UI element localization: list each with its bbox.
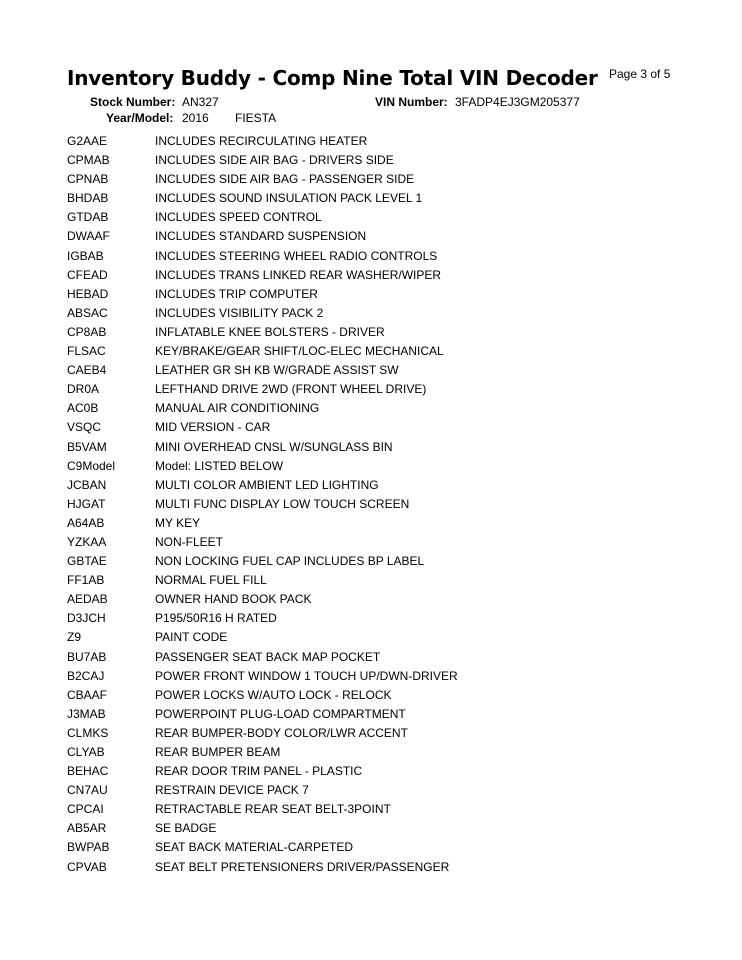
option-description: SEAT BELT PRETENSIONERS DRIVER/PASSENGER xyxy=(155,859,450,874)
option-code: AC0B xyxy=(67,401,99,416)
option-code: CPMAB xyxy=(67,153,110,168)
option-code: J3MAB xyxy=(67,706,106,721)
option-row xyxy=(0,305,742,324)
option-description: INCLUDES SPEED CONTROL xyxy=(155,210,322,225)
option-row xyxy=(0,267,742,286)
option-description: LEFTHAND DRIVE 2WD (FRONT WHEEL DRIVE) xyxy=(155,382,427,397)
option-description: REAR DOOR TRIM PANEL - PLASTIC xyxy=(155,764,363,779)
option-description: NON-FLEET xyxy=(155,534,224,549)
option-row xyxy=(0,171,742,190)
option-code: D3JCH xyxy=(67,611,106,626)
option-description: MINI OVERHEAD CNSL W/SUNGLASS BIN xyxy=(155,439,393,454)
option-code: G2AAE xyxy=(67,134,108,148)
page-number: Page 3 of 5 xyxy=(609,67,671,81)
option-row xyxy=(0,152,742,171)
option-description: NORMAL FUEL FILL xyxy=(155,573,267,588)
option-description: INCLUDES SOUND INSULATION PACK LEVEL 1 xyxy=(155,191,423,206)
option-code: BU7AB xyxy=(67,649,107,664)
option-code: CP8AB xyxy=(67,324,107,339)
option-description: MANUAL AIR CONDITIONING xyxy=(155,401,320,416)
option-row xyxy=(0,687,742,706)
option-description: INCLUDES VISIBILITY PACK 2 xyxy=(155,305,324,320)
vin-number-value: 3FADP4EJ3GM205377 xyxy=(455,95,580,109)
option-code: AEDAB xyxy=(67,592,108,607)
option-code: CBAAF xyxy=(67,687,108,702)
option-description: MY KEY xyxy=(155,515,201,530)
option-row xyxy=(0,343,742,362)
option-description: POWER LOCKS W/AUTO LOCK - RELOCK xyxy=(155,687,392,702)
option-code: HEBAD xyxy=(67,286,109,301)
option-row xyxy=(0,649,742,668)
option-description: INCLUDES RECIRCULATING HEATER xyxy=(155,134,368,148)
option-row xyxy=(0,763,742,782)
option-code: B2CAJ xyxy=(67,668,105,683)
option-code: YZKAA xyxy=(67,534,107,549)
option-row xyxy=(0,324,742,343)
option-description: INCLUDES TRIP COMPUTER xyxy=(155,286,318,301)
option-row xyxy=(0,801,742,820)
option-row xyxy=(0,515,742,534)
option-description: NON LOCKING FUEL CAP INCLUDES BP LABEL xyxy=(155,554,425,569)
stock-number-value: AN327 xyxy=(182,95,219,109)
option-description: MULTI FUNC DISPLAY LOW TOUCH SCREEN xyxy=(155,496,410,511)
option-description: INCLUDES STANDARD SUSPENSION xyxy=(155,229,367,244)
option-row xyxy=(0,591,742,610)
option-row xyxy=(0,248,742,267)
option-code: CN7AU xyxy=(67,783,108,798)
option-row xyxy=(0,477,742,496)
option-code: ABSAC xyxy=(67,305,108,320)
option-row xyxy=(0,496,742,515)
option-row xyxy=(0,725,742,744)
option-code: FF1AB xyxy=(67,573,105,588)
option-code-list xyxy=(0,133,742,878)
option-code: CPCAI xyxy=(67,802,104,817)
option-code: CPNAB xyxy=(67,172,109,187)
model-value: FIESTA xyxy=(235,111,277,125)
option-row xyxy=(0,362,742,381)
option-code: C9Model xyxy=(67,458,116,473)
option-row xyxy=(0,668,742,687)
option-code: BWPAB xyxy=(67,840,110,855)
option-description: REAR BUMPER BEAM xyxy=(155,745,281,759)
option-description: SEAT BACK MATERIAL-CARPETED xyxy=(155,840,354,855)
option-description: POWER FRONT WINDOW 1 TOUCH UP/DWN-DRIVER xyxy=(155,668,458,683)
option-code: GBTAE xyxy=(67,554,107,569)
year-model-label: Year/Model: xyxy=(106,111,174,125)
option-row xyxy=(0,553,742,572)
option-code: DR0A xyxy=(67,382,100,397)
option-row xyxy=(0,572,742,591)
option-description: KEY/BRAKE/GEAR SHIFT/LOC-ELEC MECHANICAL xyxy=(155,344,444,359)
option-code: JCBAN xyxy=(67,477,107,492)
option-description: MID VERSION - CAR xyxy=(155,420,271,435)
option-row xyxy=(0,228,742,247)
option-code: AB5AR xyxy=(67,821,107,836)
year-value: 2016 xyxy=(182,111,209,125)
option-description: INCLUDES SIDE AIR BAG - DRIVERS SIDE xyxy=(155,153,394,168)
option-code: A64AB xyxy=(67,515,105,530)
option-row xyxy=(0,629,742,648)
option-row xyxy=(0,859,742,878)
option-description: INFLATABLE KNEE BOLSTERS - DRIVER xyxy=(155,324,385,339)
option-code: VSQC xyxy=(67,420,102,435)
option-description: OWNER HAND BOOK PACK xyxy=(155,592,312,607)
option-row xyxy=(0,133,742,152)
option-row xyxy=(0,286,742,305)
option-row xyxy=(0,782,742,801)
option-row xyxy=(0,458,742,477)
option-code: CLYAB xyxy=(67,745,105,759)
option-row xyxy=(0,400,742,419)
option-row xyxy=(0,419,742,438)
option-description: PAINT CODE xyxy=(155,630,228,645)
option-description: MULTI COLOR AMBIENT LED LIGHTING xyxy=(155,477,379,492)
option-description: REAR BUMPER-BODY COLOR/LWR ACCENT xyxy=(155,725,408,740)
option-description: Model: LISTED BELOW xyxy=(155,458,284,473)
option-code: CFEAD xyxy=(67,267,108,282)
option-row xyxy=(0,839,742,858)
option-row xyxy=(0,209,742,228)
option-code: HJGAT xyxy=(67,496,106,511)
option-row xyxy=(0,190,742,209)
option-row xyxy=(0,744,742,763)
option-code: FLSAC xyxy=(67,344,106,359)
option-description: PASSENGER SEAT BACK MAP POCKET xyxy=(155,649,381,664)
option-row xyxy=(0,706,742,725)
option-row xyxy=(0,610,742,629)
option-description: SE BADGE xyxy=(155,821,217,836)
option-row xyxy=(0,381,742,400)
option-code: IGBAB xyxy=(67,248,104,263)
option-description: P195/50R16 H RATED xyxy=(155,611,277,626)
option-description: RETRACTABLE REAR SEAT BELT-3POINT xyxy=(155,802,391,817)
option-code: Z9 xyxy=(67,630,82,645)
option-row xyxy=(0,534,742,553)
page-title: Inventory Buddy - Comp Nine Total VIN Decoder xyxy=(67,66,598,90)
option-code: BEHAC xyxy=(67,764,109,779)
option-code: CPVAB xyxy=(67,859,107,874)
option-description: INCLUDES STEERING WHEEL RADIO CONTROLS xyxy=(155,248,438,263)
option-code: B5VAM xyxy=(67,439,107,454)
option-code: DWAAF xyxy=(67,229,110,244)
option-description: LEATHER GR SH KB W/GRADE ASSIST SW xyxy=(155,363,399,378)
option-code: BHDAB xyxy=(67,191,109,206)
option-code: CLMKS xyxy=(67,725,109,740)
vin-number-label: VIN Number: xyxy=(375,95,448,109)
option-description: POWERPOINT PLUG-LOAD COMPARTMENT xyxy=(155,706,406,721)
option-code: CAEB4 xyxy=(67,363,107,378)
stock-number-label: Stock Number: xyxy=(90,95,176,109)
option-code: GTDAB xyxy=(67,210,109,225)
option-row xyxy=(0,439,742,458)
option-row xyxy=(0,820,742,839)
option-description: INCLUDES TRANS LINKED REAR WASHER/WIPER xyxy=(155,267,442,282)
option-description: RESTRAIN DEVICE PACK 7 xyxy=(155,783,309,798)
option-description: INCLUDES SIDE AIR BAG - PASSENGER SIDE xyxy=(155,172,415,187)
